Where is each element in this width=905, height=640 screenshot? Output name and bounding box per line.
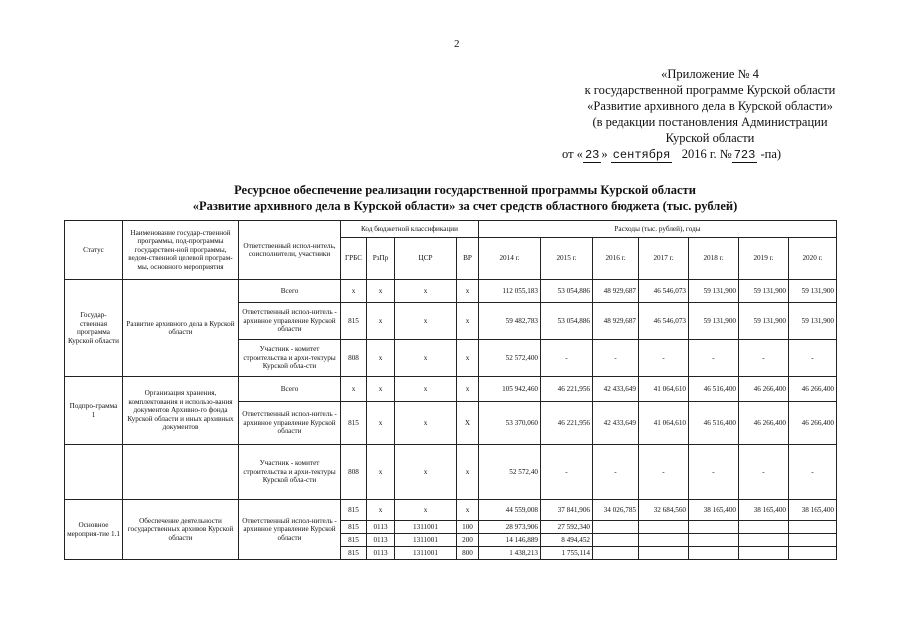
resource-table	[64, 220, 837, 560]
grbs-cell: х	[341, 280, 367, 303]
annex-line: «Развитие архивного дела в Курской области»	[587, 99, 833, 113]
header-year: 2020 г.	[789, 238, 837, 280]
annex-line: Курской области	[665, 131, 755, 145]
decree-year: 2016 г. №	[681, 147, 732, 161]
value-cell: -	[541, 445, 593, 500]
value-cell: 59 131,900	[689, 280, 739, 303]
responsible-cell: Ответственный испол-нитель - архивное управление Курской области	[239, 402, 341, 445]
value-cell: 48 929,687	[593, 303, 639, 340]
value-cell	[789, 521, 837, 534]
value-cell	[689, 547, 739, 560]
grbs-cell: 815	[341, 534, 367, 547]
grbs-cell: 808	[341, 340, 367, 377]
grbs-cell: 815	[341, 303, 367, 340]
value-cell	[739, 521, 789, 534]
value-cell: 44 559,008	[479, 500, 541, 521]
value-cell: -	[739, 445, 789, 500]
value-cell: 105 942,460	[479, 377, 541, 402]
csr-cell: 1311001	[395, 547, 457, 560]
value-cell: 59 131,900	[789, 280, 837, 303]
value-cell: 112 055,183	[479, 280, 541, 303]
decree-day: 23	[584, 148, 600, 162]
grbs-cell: 815	[341, 547, 367, 560]
table-row	[65, 280, 837, 303]
program-name-cell: Развитие архивного дела в Курской области	[123, 280, 239, 377]
status-cell: Подпро-грамма 1	[65, 377, 123, 445]
header-rzpr: РзПр	[367, 238, 395, 280]
header-responsible: Ответственный испол-нитель, соисполнители, участники	[239, 221, 341, 280]
value-cell: 48 929,687	[593, 280, 639, 303]
title-line-2: «Развитие архивного дела в Курской области» за счет средств областного бюджета (тыс. рублей)	[192, 199, 738, 213]
vr-cell: х	[457, 280, 479, 303]
annex-line: к государственной программе Курской области	[584, 83, 836, 97]
value-cell: -	[689, 445, 739, 500]
value-cell: 8 494,452	[541, 534, 593, 547]
value-cell: 38 165,400	[739, 500, 789, 521]
value-cell: 59 131,900	[789, 303, 837, 340]
vr-cell: х	[457, 377, 479, 402]
value-cell: 38 165,400	[789, 500, 837, 521]
header-year: 2016 г.	[593, 238, 639, 280]
value-cell: 59 482,783	[479, 303, 541, 340]
decree-suffix: -па)	[760, 147, 782, 161]
csr-cell: х	[395, 280, 457, 303]
value-cell: -	[639, 445, 689, 500]
value-cell: -	[639, 340, 689, 377]
value-cell: 32 684,560	[639, 500, 689, 521]
responsible-cell: Ответственный испол-нитель - архивное управление Курской области	[239, 500, 341, 560]
vr-cell: 800	[457, 547, 479, 560]
value-cell	[689, 534, 739, 547]
status-cell: Государ-ственная программа Курской области	[65, 280, 123, 377]
grbs-cell: 815	[341, 402, 367, 445]
rzpr-cell: 0113	[367, 534, 395, 547]
value-cell	[739, 547, 789, 560]
page-number: 2	[454, 38, 460, 50]
rzpr-cell: х	[367, 377, 395, 402]
annex-line: (в редакции постановления Администрации	[592, 115, 828, 129]
value-cell: 59 131,900	[689, 303, 739, 340]
value-cell: 34 026,785	[593, 500, 639, 521]
value-cell	[789, 547, 837, 560]
vr-cell: 100	[457, 521, 479, 534]
value-cell	[593, 547, 639, 560]
responsible-cell: Участник - комитет строительства и архи-тектуры Курской обла-сти	[239, 445, 341, 500]
value-cell	[593, 534, 639, 547]
csr-cell: 1311001	[395, 534, 457, 547]
csr-cell: х	[395, 377, 457, 402]
value-cell	[639, 547, 689, 560]
responsible-cell: Ответственный испол-нитель - архивное управление Курской области	[239, 303, 341, 340]
document-title	[100, 182, 830, 214]
status-cell: Основное мероприя-тие 1.1	[65, 500, 123, 560]
rzpr-cell: 0113	[367, 521, 395, 534]
vr-cell: х	[457, 445, 479, 500]
program-name-cell: Обеспечение деятельности государственных архивов Курской области	[123, 500, 239, 560]
vr-cell: х	[457, 340, 479, 377]
table-row	[65, 500, 837, 521]
value-cell: 59 131,900	[739, 303, 789, 340]
grbs-cell: 815	[341, 521, 367, 534]
title-line-1: Ресурсное обеспечение реализации государственной программы Курской области	[234, 183, 696, 197]
csr-cell: х	[395, 445, 457, 500]
responsible-cell: Всего	[239, 280, 341, 303]
header-budget-code: Код бюджетной классификации	[341, 221, 479, 238]
value-cell: 52 572,400	[479, 340, 541, 377]
csr-cell: 1311001	[395, 521, 457, 534]
rzpr-cell: х	[367, 445, 395, 500]
value-cell: 42 433,649	[593, 402, 639, 445]
value-cell: 52 572,40	[479, 445, 541, 500]
value-cell: 53 054,886	[541, 303, 593, 340]
value-cell: 14 146,889	[479, 534, 541, 547]
program-name-cell: Организация хранения, комплектования и использо-вания документов Архивно-го фонда Курской области и иных архивных документов	[123, 377, 239, 445]
vr-cell: х	[457, 500, 479, 521]
value-cell: -	[593, 340, 639, 377]
decree-prefix: от «	[562, 147, 583, 161]
grbs-cell: 815	[341, 500, 367, 521]
rzpr-cell: х	[367, 280, 395, 303]
csr-cell: х	[395, 303, 457, 340]
table-row	[65, 445, 837, 500]
value-cell	[639, 534, 689, 547]
value-cell: -	[789, 340, 837, 377]
responsible-cell: Всего	[239, 377, 341, 402]
decree-number: 723	[733, 148, 756, 162]
value-cell	[639, 521, 689, 534]
header-status: Статус	[65, 221, 123, 280]
responsible-cell: Участник - комитет строительства и архи-тектуры Курской обла-сти	[239, 340, 341, 377]
value-cell: 46 266,400	[789, 377, 837, 402]
value-cell: 38 165,400	[689, 500, 739, 521]
value-cell: 1 755,114	[541, 547, 593, 560]
value-cell: -	[739, 340, 789, 377]
value-cell: 46 266,400	[789, 402, 837, 445]
value-cell: 59 131,900	[739, 280, 789, 303]
value-cell: 41 064,610	[639, 402, 689, 445]
value-cell: 42 433,649	[593, 377, 639, 402]
value-cell	[789, 534, 837, 547]
value-cell: 27 592,340	[541, 521, 593, 534]
rzpr-cell: х	[367, 340, 395, 377]
value-cell	[739, 534, 789, 547]
csr-cell: х	[395, 500, 457, 521]
header-year: 2018 г.	[689, 238, 739, 280]
value-cell: -	[689, 340, 739, 377]
value-cell: -	[541, 340, 593, 377]
value-cell	[593, 521, 639, 534]
decree-line	[562, 147, 781, 162]
header-year: 2015 г.	[541, 238, 593, 280]
annex-line: «Приложение № 4	[661, 67, 759, 81]
vr-cell: х	[457, 303, 479, 340]
header-year: 2014 г.	[479, 238, 541, 280]
grbs-cell: 808	[341, 445, 367, 500]
value-cell: 41 064,610	[639, 377, 689, 402]
decree-mid: »	[601, 147, 608, 161]
value-cell: -	[789, 445, 837, 500]
empty-cell	[123, 445, 239, 500]
value-cell: 46 516,400	[689, 377, 739, 402]
header-year: 2017 г.	[639, 238, 689, 280]
value-cell: 28 973,906	[479, 521, 541, 534]
rzpr-cell: х	[367, 402, 395, 445]
value-cell: 37 841,906	[541, 500, 593, 521]
rzpr-cell: х	[367, 303, 395, 340]
table-row	[65, 377, 837, 402]
header-year: 2019 г.	[739, 238, 789, 280]
value-cell: 53 054,886	[541, 280, 593, 303]
grbs-cell: х	[341, 377, 367, 402]
value-cell: 46 221,956	[541, 377, 593, 402]
value-cell: 46 266,400	[739, 377, 789, 402]
value-cell: 1 438,213	[479, 547, 541, 560]
header-csr: ЦСР	[395, 238, 457, 280]
header-name: Наименование государ-ственной программы, под-программы государствен-ной программы, ведом-ственной целевой програм-мы, основного мероприятия	[123, 221, 239, 280]
value-cell: 46 266,400	[739, 402, 789, 445]
value-cell: 46 546,073	[639, 303, 689, 340]
vr-cell: 200	[457, 534, 479, 547]
vr-cell: Х	[457, 402, 479, 445]
rzpr-cell: х	[367, 500, 395, 521]
value-cell: 46 221,956	[541, 402, 593, 445]
empty-cell	[65, 445, 123, 500]
decree-month: сентября	[612, 148, 671, 162]
annex-header	[530, 66, 890, 146]
value-cell: -	[593, 445, 639, 500]
value-cell: 46 546,073	[639, 280, 689, 303]
header-expenses: Расходы (тыс. рублей), годы	[479, 221, 837, 238]
header-vr: ВР	[457, 238, 479, 280]
csr-cell: х	[395, 402, 457, 445]
header-grbs: ГРБС	[341, 238, 367, 280]
rzpr-cell: 0113	[367, 547, 395, 560]
value-cell	[689, 521, 739, 534]
value-cell: 46 516,400	[689, 402, 739, 445]
value-cell: 53 370,060	[479, 402, 541, 445]
csr-cell: х	[395, 340, 457, 377]
